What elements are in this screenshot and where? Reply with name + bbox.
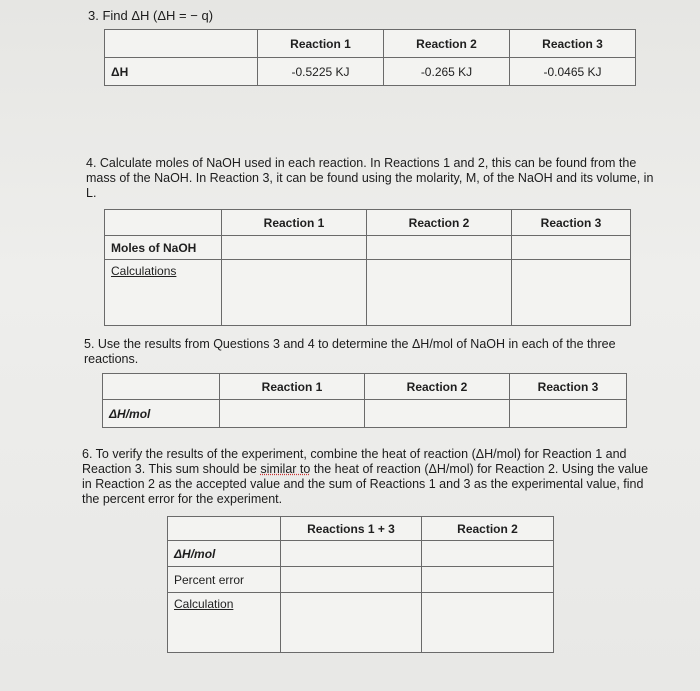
q6-calculation-reaction2[interactable]	[422, 593, 554, 653]
q6-text	[82, 447, 654, 507]
q3-header-reaction1: Reaction 1	[258, 30, 384, 58]
q3-title: 3. Find ΔH (ΔH = − q)	[88, 8, 214, 23]
q3-header-reaction2: Reaction 2	[384, 30, 510, 58]
q5-header-reaction3: Reaction 3	[510, 374, 627, 400]
q5-header-reaction1: Reaction 1	[220, 374, 365, 400]
q4-row1-label: Moles of NaOH	[105, 236, 222, 260]
q4-corner-cell	[105, 210, 222, 236]
q4-text: 4. Calculate moles of NaOH used in each reaction. In Reactions 1 and 2, this can be found from the mass of the NaOH. In Reaction 3, it can be found using the molarity, M, of the NaOH and its volume, in L.	[86, 156, 654, 200]
q4-moles-reaction2[interactable]	[367, 236, 512, 260]
q4-table	[104, 209, 631, 326]
q5-corner-cell	[103, 374, 220, 400]
q6-table	[167, 516, 554, 653]
q3-corner-cell	[105, 30, 258, 58]
q5-header-reaction2: Reaction 2	[365, 374, 510, 400]
q6-row1-label: ΔH/mol	[168, 541, 281, 567]
q3-table	[104, 29, 636, 86]
q4-calc-reaction1[interactable]	[222, 260, 367, 326]
q6-row3-label: Calculation	[168, 593, 281, 653]
q6-text-part1: 6. To verify the results of the experiment, combine the heat of reaction (ΔH/mol) for Reaction 1 and Reaction 3. This sum should be	[82, 447, 627, 476]
q6-header-reactions-1-3: Reactions 1 + 3	[281, 517, 422, 541]
q6-text-part2: the heat of reaction (ΔH/mol) for Reaction 2. Using the value in Reaction 2 as the accepted value and the sum of Reactions 1 and 3 as the experimental value, find the percent error for the experiment.	[82, 462, 649, 506]
q4-row2-label: Calculations	[105, 260, 222, 326]
q5-dhmol-reaction3[interactable]	[510, 400, 627, 428]
q4-header-reaction3: Reaction 3	[512, 210, 631, 236]
q6-calculation-reactions-1-3[interactable]	[281, 593, 422, 653]
q4-calc-reaction3[interactable]	[512, 260, 631, 326]
q3-value-reaction1[interactable]: -0.5225 KJ	[258, 58, 384, 86]
q6-dhmol-reactions-1-3[interactable]	[281, 541, 422, 567]
q6-text-similar-to: similar to	[260, 462, 311, 476]
q3-row-label: ΔH	[105, 58, 258, 86]
q5-dhmol-reaction1[interactable]	[220, 400, 365, 428]
q3-value-reaction3[interactable]: -0.0465 KJ	[510, 58, 636, 86]
q4-moles-reaction1[interactable]	[222, 236, 367, 260]
q4-header-reaction2: Reaction 2	[367, 210, 512, 236]
q6-percent-error-reaction2[interactable]	[422, 567, 554, 593]
q4-header-reaction1: Reaction 1	[222, 210, 367, 236]
q4-moles-reaction3[interactable]	[512, 236, 631, 260]
q6-header-reaction2: Reaction 2	[422, 517, 554, 541]
q6-percent-error-reactions-1-3[interactable]	[281, 567, 422, 593]
q5-table	[102, 373, 627, 428]
q5-text: 5. Use the results from Questions 3 and 4 to determine the ΔH/mol of NaOH in each of the three reactions.	[84, 337, 616, 366]
q4-calc-reaction2[interactable]	[367, 260, 512, 326]
q6-dhmol-reaction2[interactable]	[422, 541, 554, 567]
q3-header-reaction3: Reaction 3	[510, 30, 636, 58]
q3-value-reaction2[interactable]: -0.265 KJ	[384, 58, 510, 86]
q6-corner-cell	[168, 517, 281, 541]
q5-row-label: ΔH/mol	[103, 400, 220, 428]
q5-dhmol-reaction2[interactable]	[365, 400, 510, 428]
q6-row2-label: Percent error	[168, 567, 281, 593]
